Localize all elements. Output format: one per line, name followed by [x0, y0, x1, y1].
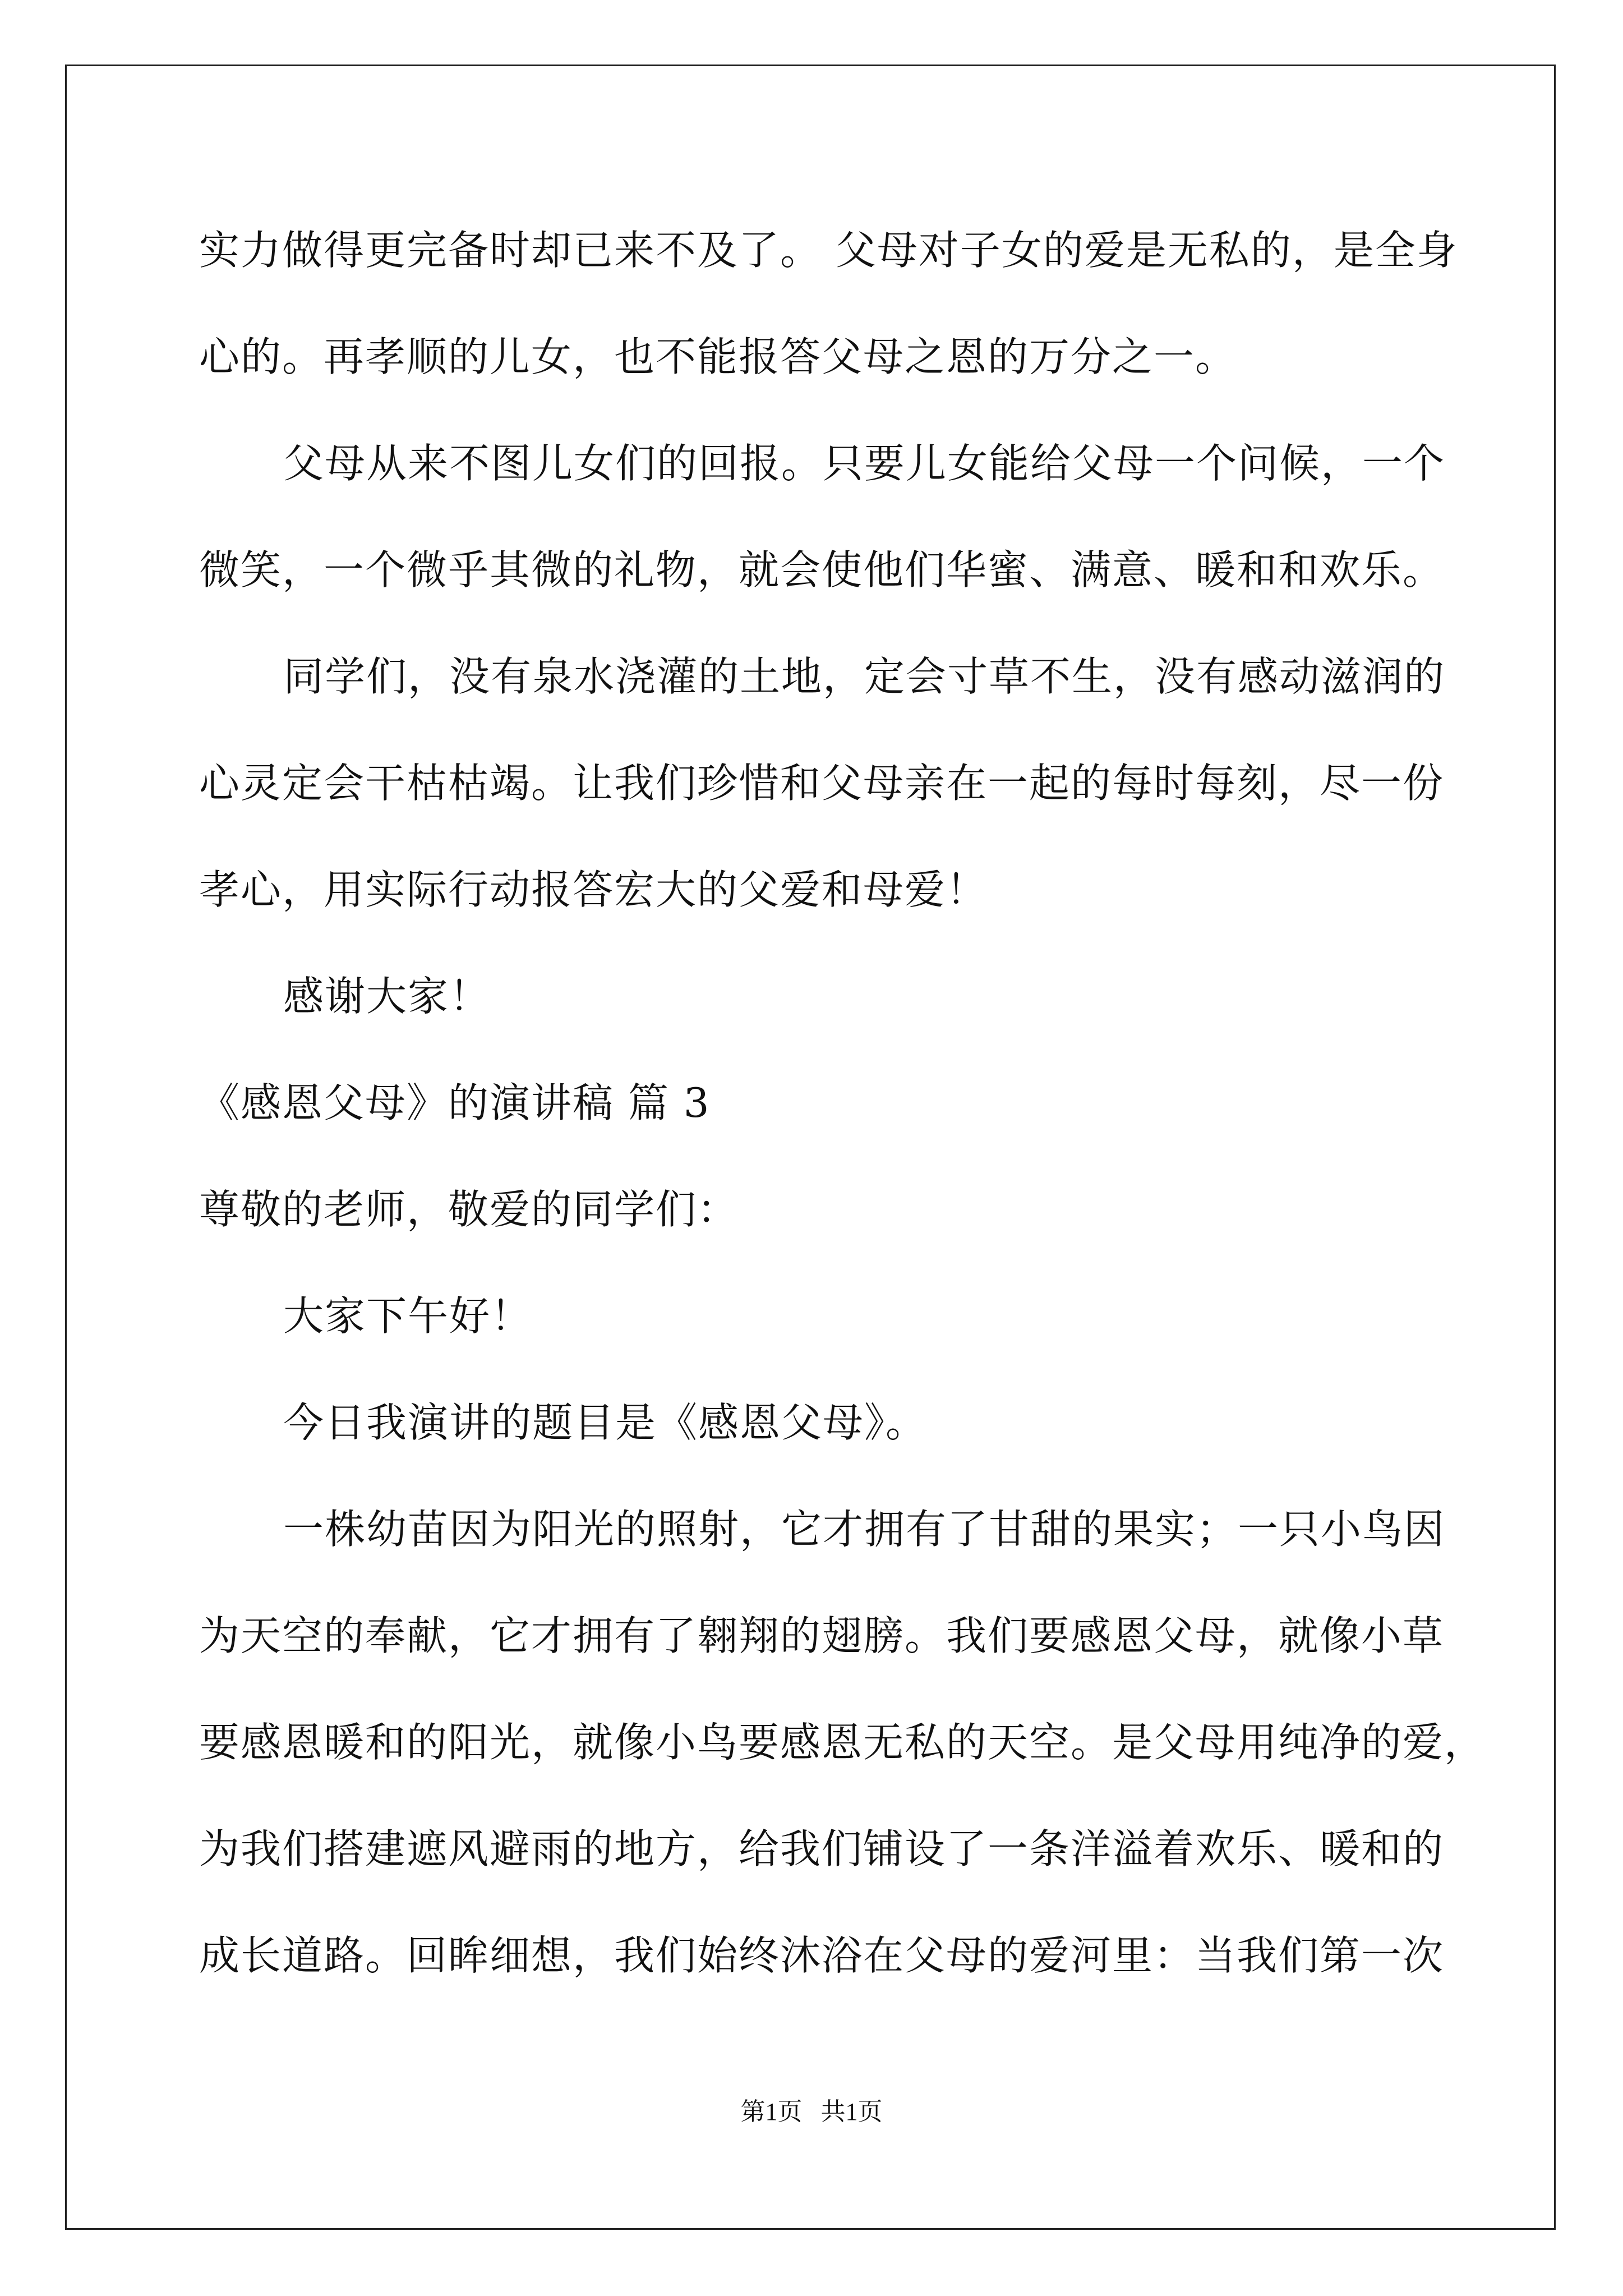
- text-line: 同学们，没有泉水浇灌的土地，定会寸草不生，没有感动滋润的: [283, 653, 1446, 700]
- text-line: 为我们搭建遮风避雨的地方，给我们铺设了一条洋溢着欢乐、暖和的: [199, 1825, 1445, 1872]
- text-line: 一株幼苗因为阳光的照射，它才拥有了甘甜的果实；一只小鸟因: [283, 1506, 1446, 1553]
- text-line: 为天空的奉献，它才拥有了翱翔的翅膀。我们要感恩父母，就像小草: [199, 1612, 1445, 1659]
- text-line: 父母从来不图儿女们的回报。只要儿女能给父母一个问候，一个: [283, 440, 1446, 487]
- text-line: 要感恩暖和的阳光，就像小鸟要感恩无私的天空。是父母用纯净的爱，: [199, 1719, 1486, 1766]
- page-border: [65, 65, 1556, 2230]
- text-line: 今日我演讲的题目是《感恩父母》。: [283, 1399, 928, 1446]
- text-line: 尊敬的老师，敬爱的同学们：: [199, 1186, 739, 1233]
- text-line: 微笑，一个微乎其微的礼物，就会使他们华蜜、满意、暖和和欢乐。: [199, 546, 1445, 593]
- text-line: 成长道路。回眸细想，我们始终沐浴在父母的爱河里：当我们第一次: [199, 1932, 1445, 1979]
- text-line: 实力做得更完备时却已来不及了。 父母对子女的爱是无私的，是全身: [199, 227, 1458, 274]
- text-line: 感谢大家！: [283, 973, 491, 1020]
- text-line: 大家下午好！: [283, 1292, 533, 1340]
- text-line: 心的。再孝顺的儿女，也不能报答父母之恩的万分之一。: [199, 333, 1237, 380]
- text-line: 心灵定会干枯枯竭。让我们珍惜和父母亲在一起的每时每刻，尽一份: [199, 760, 1445, 807]
- text-line: 孝心，用实际行动报答宏大的父爱和母爱！: [199, 866, 988, 913]
- page-footer: 第1页 共1页: [740, 2098, 883, 2125]
- section-heading: 《感恩父母》的演讲稿 篇 3: [199, 1079, 711, 1126]
